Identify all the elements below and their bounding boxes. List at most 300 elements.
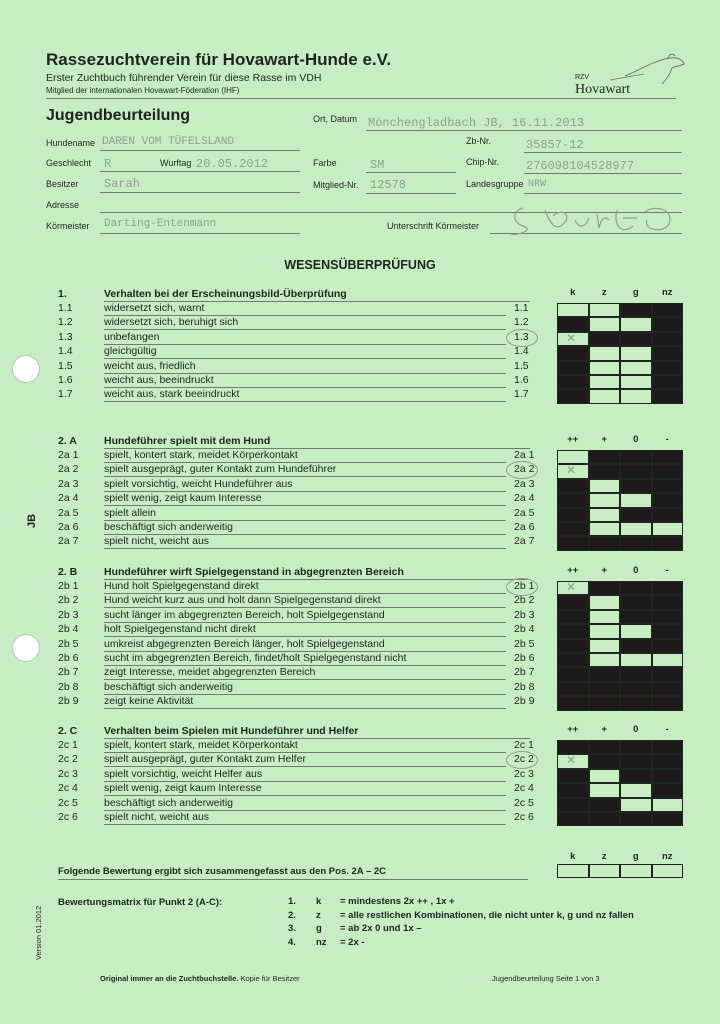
sec1-grid-cell: [620, 375, 652, 389]
adresse-label: Adresse: [46, 200, 80, 210]
matrix-item-key: nz: [316, 936, 327, 948]
sec2b-row-underline: [104, 708, 506, 709]
sec2c-col-0: ++: [567, 724, 579, 735]
side-jb-label: JB: [26, 513, 38, 528]
sec2c-row-num: 2c 5: [58, 796, 78, 809]
sec2b-grid-cell: [557, 639, 589, 653]
sec1-grid-cell: [589, 375, 621, 389]
matrix-title: Bewertungsmatrix für Punkt 2 (A-C):: [58, 897, 223, 908]
sec2b-grid-cell: [557, 610, 589, 624]
org-subtitle: Erster Zuchtbuch führender Verein für diese Rasse im VDH: [46, 72, 322, 84]
koermeister-value: Darting-Entenmann: [104, 218, 217, 230]
sec2b-row-num: 2b 2: [58, 594, 79, 607]
sec2c-col-2: 0: [633, 724, 639, 735]
sec2a-row-code: 2a 1: [514, 449, 535, 461]
sec1-row-num: 1.6: [58, 374, 73, 386]
sec2b-grid-cell: [620, 595, 652, 609]
sec2c-grid-cell: [652, 812, 684, 826]
sec2b-row-code: 2b 1: [514, 580, 535, 592]
sec2b-row-num: 2b 1: [58, 580, 79, 592]
matrix-item-num: 2.: [288, 909, 296, 921]
sec2a-row-text: spielt wenig, zeigt kaum Interesse: [104, 492, 262, 505]
section-title: WESENSÜBERPRÜFUNG: [284, 258, 436, 272]
sec2b-grid-cell: [557, 667, 589, 681]
sec2b-selected-code-circle-icon: [506, 578, 538, 596]
sec1-grid-cell: [620, 361, 652, 375]
sec2a-title: Hundeführer spielt mit dem Hund: [104, 435, 271, 447]
sec2a-row-num: 2a 7: [58, 535, 79, 548]
sec1-grid-cell: [589, 303, 621, 317]
sec2c-grid-cell: [557, 798, 589, 812]
sec2a-row-text: spielt vorsichtig, weicht Hundeführer aus: [104, 477, 293, 490]
sec1-row-code: 1.7: [514, 388, 529, 401]
sec2c-grid-cell: [652, 769, 684, 783]
org-membership: Mitglied der internationalen Hovawart-Föderation (IHF): [46, 86, 240, 95]
sec2c-grid-cell: [557, 812, 589, 826]
sec2b-row-text: umkreist abgegrenzten Bereich länger, holt Spielgegenstand: [104, 637, 385, 650]
sec2c-grid-cell: [620, 812, 652, 826]
sec2a-grid-cell: [557, 493, 589, 507]
sec2a-row-code: 2a 2: [514, 463, 535, 476]
sec2c-grid-cell: [652, 798, 684, 812]
sec2b-row-code: 2b 3: [514, 608, 535, 621]
sec2b-row-code: 2b 7: [514, 666, 535, 679]
doc-title: Jugendbeurteilung: [46, 107, 190, 124]
zbnr-label: Zb-Nr.: [466, 136, 492, 146]
sec2b-col-1: +: [601, 565, 608, 576]
sec1-grid-cell: [652, 375, 684, 389]
sec2b-grid-cell: [589, 682, 621, 696]
sec2a-row-code: 2a 6: [514, 521, 535, 533]
sec2a-grid-cell: [620, 522, 652, 536]
sec2b-row-text: zeigt keine Aktivität: [104, 695, 194, 708]
sec2a-col-3: -: [665, 434, 669, 445]
sec1-grid-cell: [557, 317, 589, 331]
sec2a-grid-cell: [589, 522, 621, 536]
sec2a-row-text: spielt allein: [104, 506, 156, 519]
sec1-row-num: 1.5: [58, 359, 73, 372]
sec2c-row-code: 2c 6: [514, 811, 534, 823]
sec1-selected-mark-icon: ✕: [566, 330, 577, 345]
sec2c-row-text: spielt, kontert stark, meidet Körperkontakt: [104, 739, 298, 751]
chip-label: Chip-Nr.: [466, 157, 500, 167]
footer-left-bold: Original immer an die Zuchtbuchstelle.: [100, 974, 239, 983]
sec1-row-num: 1.4: [58, 345, 73, 358]
sec2b-grid-cell: [652, 610, 684, 624]
sec1-row-code: 1.5: [514, 359, 529, 372]
sec2a-grid-cell: [620, 508, 652, 522]
matrix-item-key: z: [316, 909, 321, 921]
sec1-grid-cell: [589, 317, 621, 331]
sec2b-row-num: 2b 5: [58, 637, 79, 650]
sec2b-grid-cell: [620, 653, 652, 667]
sec2b-grid-cell: [652, 682, 684, 696]
matrix-item-text: = 2x -: [340, 936, 365, 948]
sec2a-row-text: spielt nicht, weicht aus: [104, 535, 210, 548]
sec2a-grid-cell: [652, 522, 684, 536]
zbnr-value: 35857-12: [526, 138, 584, 152]
sec2c-row-num: 2c 4: [58, 782, 78, 795]
sec1-col-2: g: [632, 287, 639, 298]
sec2c-row-code: 2c 2: [514, 753, 534, 766]
sec1-row-text: weicht aus, beeindruckt: [104, 374, 214, 386]
summary-cell: [589, 864, 621, 878]
sec2b-row-code: 2b 9: [514, 695, 535, 708]
sec2c-row-text: beschäftigt sich anderweitig: [104, 796, 233, 809]
logo-text: Hovawart: [575, 82, 631, 97]
sec2a-selected-mark-icon: ✕: [566, 463, 577, 478]
sec2c-grid-cell: [557, 769, 589, 783]
sec1-row-text: gleichgültig: [104, 345, 157, 358]
org-title: Rassezuchtverein für Hovawart-Hunde e.V.: [46, 50, 392, 69]
sec2a-row-num: 2a 1: [58, 449, 79, 461]
sec1-grid-cell: [589, 346, 621, 360]
sec2a-grid-cell: [557, 508, 589, 522]
sec2c-grid-cell: [589, 740, 621, 754]
sec1-grid-cell: [652, 346, 684, 360]
sec2b-grid-cell: [557, 595, 589, 609]
sec2a-grid-cell: [620, 450, 652, 464]
sec2b-row-text: holt Spielgegenstand nicht direkt: [104, 623, 256, 636]
geschlecht-label: Geschlecht: [46, 158, 92, 168]
sec2c-row-num: 2c 1: [58, 739, 78, 751]
sec2a-row-underline: [104, 505, 506, 506]
sec2a-num: 2. A: [58, 435, 77, 447]
sec2c-grid-cell: [589, 769, 621, 783]
sec1-row-code: 1.1: [514, 302, 529, 314]
sec1-row-num: 1.2: [58, 316, 73, 329]
sec1-row-text: widersetzt sich, warnt: [104, 302, 205, 314]
sec2a-row-code: 2a 5: [514, 506, 535, 519]
sec1-grid-cell: [652, 303, 684, 317]
sec1-row-underline: [104, 344, 506, 345]
sec2b-grid-cell: [620, 639, 652, 653]
sec1-col-1: z: [601, 287, 607, 298]
sec2b-grid-cell: [652, 581, 684, 595]
sec2a-selected-code-circle-icon: [506, 461, 538, 479]
sec2a-grid-cell: [620, 493, 652, 507]
sec2a-row-code: 2a 3: [514, 477, 535, 490]
sec1-row-code: 1.6: [514, 374, 529, 386]
sec2a-row-text: spielt, kontert stark, meidet Körperkontakt: [104, 449, 298, 461]
sec2b-grid-cell: [620, 682, 652, 696]
besitzer-label: Besitzer: [46, 179, 79, 189]
sec2c-grid-cell: [620, 754, 652, 768]
sec2c-grid-cell: [652, 740, 684, 754]
sec2b-grid-cell: [652, 653, 684, 667]
sec2b-num: 2. B: [58, 566, 78, 578]
sec1-row-num: 1.1: [58, 302, 73, 314]
sec2c-col-3: -: [665, 724, 669, 735]
sec2c-row-text: spielt wenig, zeigt kaum Interesse: [104, 782, 262, 795]
matrix-item-key: g: [316, 923, 322, 934]
sec1-row-text: unbefangen: [104, 330, 160, 343]
sec1-grid-cell: [557, 375, 589, 389]
sec2c-row-code: 2c 4: [514, 782, 534, 795]
sec1-grid-cell: [620, 346, 652, 360]
matrix-item-key: k: [316, 896, 322, 907]
sec2a-col-1: +: [601, 434, 608, 445]
sec1-num: 1.: [58, 288, 67, 300]
sec2b-row-num: 2b 9: [58, 695, 79, 708]
sec2b-grid-cell: [589, 667, 621, 681]
sec2a-row-code: 2a 4: [514, 492, 535, 505]
sec2a-row-text: spielt ausgeprägt, guter Kontakt zum Hundeführer: [104, 463, 337, 476]
sec2a-row-text: beschäftigt sich anderweitig: [104, 521, 233, 533]
sec2a-grid-cell: [589, 479, 621, 493]
sec2b-grid-cell: [620, 581, 652, 595]
sec1-col-3: nz: [661, 287, 673, 298]
sec1-col-0: k: [570, 287, 576, 298]
sec2c-row-num: 2c 2: [58, 753, 78, 766]
sec2c-selected-code-circle-icon: [506, 751, 538, 769]
sec2a-grid-cell: [620, 479, 652, 493]
sec1-row-num: 1.7: [58, 388, 73, 401]
sec2a-row-num: 2a 4: [58, 492, 79, 505]
hundename-label: Hundename: [46, 138, 96, 148]
sec2c-row-code: 2c 3: [514, 767, 534, 780]
sec2a-grid-cell: [652, 479, 684, 493]
sec2a-grid-cell: [652, 536, 684, 550]
sec1-row-text: weicht aus, stark beeindruckt: [104, 388, 240, 401]
sec2b-row-num: 2b 4: [58, 623, 79, 636]
logo-rzv: RZV: [575, 74, 589, 81]
sec2b-row-text: zeigt Interesse, meidet abgegrenzten Bereich: [104, 666, 316, 679]
sec2b-grid-cell: [557, 696, 589, 710]
punch-hole-top: [12, 355, 40, 383]
sec1-grid-cell: [589, 389, 621, 403]
ort-value: Mönchengladbach JB, 16.11.2013: [368, 116, 585, 130]
sec2b-selected-mark-icon: ✕: [566, 580, 577, 594]
chip-value: 276098104528977: [526, 159, 635, 173]
sec1-row-underline: [104, 329, 506, 330]
sec1-grid-cell: [652, 317, 684, 331]
sec2b-col-3: -: [665, 565, 669, 576]
wurftag-value: 20.05.2012: [196, 157, 269, 171]
sec1-row-text: widersetzt sich, beruhigt sich: [104, 316, 239, 329]
mitglied-value: 12578: [370, 178, 407, 192]
sec2c-row-text: spielt nicht, weicht aus: [104, 811, 210, 823]
sec1-row-code: 1.4: [514, 345, 529, 358]
sec2b-row-code: 2b 5: [514, 637, 535, 650]
summary-cell: [620, 864, 652, 878]
sec2a-grid-cell: [589, 464, 621, 478]
signature-icon: [505, 196, 685, 242]
footer-left-rest: Kopie für Besitzer: [238, 974, 300, 983]
sec2c-grid-cell: [589, 783, 621, 797]
unterschrift-label: Unterschrift Körmeister: [387, 221, 480, 231]
sec2a-grid-cell: [589, 536, 621, 550]
sec2c-grid-cell: [557, 740, 589, 754]
sec2b-grid-cell: [652, 595, 684, 609]
sec1-grid-cell: [589, 361, 621, 375]
sec1-grid-cell: [620, 389, 652, 403]
matrix-item-text: = alle restlichen Kombinationen, die nicht unter k, g und nz fallen: [340, 909, 634, 921]
sec2b-grid-cell: [620, 667, 652, 681]
sec2b-row-code: 2b 2: [514, 594, 535, 607]
sec1-grid-cell: [652, 332, 684, 346]
sec2b-grid-cell: [620, 696, 652, 710]
sec2b-row-code: 2b 6: [514, 652, 535, 664]
sec1-title: Verhalten bei der Erscheinungsbild-Überprüfung: [104, 288, 347, 300]
sec2b-row-num: 2b 8: [58, 680, 79, 693]
sec1-grid-cell: [652, 389, 684, 403]
sec2b-grid-cell: [652, 639, 684, 653]
sec2c-title: Verhalten beim Spielen mit Hundeführer und Helfer: [104, 725, 359, 737]
koermeister-label: Körmeister: [46, 221, 90, 231]
besitzer-value: Sarah: [104, 177, 141, 191]
sec2a-grid-cell: [652, 464, 684, 478]
matrix-item-text: = ab 2x 0 und 1x –: [340, 923, 422, 934]
summary-col-3: nz: [661, 851, 673, 862]
side-version-label: Version 01.2012: [34, 905, 43, 960]
sec2b-grid-cell: [620, 610, 652, 624]
sec1-grid-cell: [620, 332, 652, 346]
hundename-value: DAREN VOM TÜFELSLAND: [102, 136, 235, 148]
sec2a-col-0: ++: [567, 434, 579, 445]
sec2b-row-code: 2b 4: [514, 623, 535, 636]
sec2b-grid-cell: [589, 696, 621, 710]
sec2b-grid-cell: [589, 610, 621, 624]
sec2a-grid-cell: [652, 493, 684, 507]
sec2b-grid-cell: [589, 639, 621, 653]
sec2a-grid-cell: [589, 493, 621, 507]
sec1-row-code: 1.2: [514, 316, 529, 329]
sec2c-row-text: spielt ausgeprägt, guter Kontakt zum Helfer: [104, 753, 306, 766]
punch-hole-bottom: [12, 634, 40, 662]
sec1-grid-cell: [589, 332, 621, 346]
matrix-item-num: 1.: [288, 896, 296, 907]
sec2b-grid-cell: [589, 595, 621, 609]
sec2b-grid-cell: [557, 682, 589, 696]
sec1-grid-cell: [652, 361, 684, 375]
summary-cell: [557, 864, 589, 878]
sec2b-row-num: 2b 6: [58, 652, 79, 664]
sec2a-grid-cell: [652, 450, 684, 464]
sec2b-row-num: 2b 3: [58, 608, 79, 621]
sec1-grid-cell: [620, 303, 652, 317]
sec1-grid-cell: [557, 389, 589, 403]
sec2c-row-text: spielt vorsichtig, weicht Helfer aus: [104, 767, 263, 780]
sec2c-col-1: +: [601, 724, 608, 735]
sec2c-grid-cell: [620, 740, 652, 754]
sec1-row-num: 1.3: [58, 330, 73, 343]
sec2c-grid-cell: [589, 754, 621, 768]
sec2c-num: 2. C: [58, 725, 78, 737]
sec2a-grid-cell: [557, 522, 589, 536]
summary-col-0: k: [570, 851, 576, 862]
sec2c-row-underline: [104, 824, 506, 825]
sec2c-selected-mark-icon: ✕: [566, 753, 577, 768]
mitglied-label: Mitglied-Nr.: [313, 180, 359, 190]
sec2b-grid-cell: [589, 581, 621, 595]
sec1-grid-cell: [557, 361, 589, 375]
sec2b-row-text: Hund weicht kurz aus und holt dann Spielgegenstand direkt: [104, 594, 381, 607]
sec2b-grid-cell: [589, 624, 621, 638]
sec2b-col-2: 0: [633, 565, 639, 576]
matrix-item-text: = mindestens 2x ++ , 1x +: [340, 896, 455, 907]
sec2c-grid-cell: [620, 769, 652, 783]
sec2c-grid-cell: [557, 783, 589, 797]
sec2b-row-text: Hund holt Spielgegenstand direkt: [104, 580, 259, 592]
sec2c-row-num: 2c 3: [58, 767, 78, 780]
sec1-grid-cell: [557, 346, 589, 360]
sec2b-row-num: 2b 7: [58, 666, 79, 679]
sec2b-grid-cell: [652, 667, 684, 681]
sec2b-row-code: 2b 8: [514, 680, 535, 693]
ort-label: Ort, Datum: [313, 114, 358, 124]
matrix-item-num: 3.: [288, 923, 296, 934]
sec2b-grid-cell: [652, 624, 684, 638]
sec2c-grid-cell: [589, 798, 621, 812]
sec2c-grid-cell: [620, 798, 652, 812]
sec2a-grid-cell: [557, 479, 589, 493]
landesgruppe-label: Landesgruppe: [466, 179, 524, 189]
farbe-label: Farbe: [313, 158, 337, 168]
sec2b-row-text: sucht im abgegrenzten Bereich, findet/holt Spielgegenstand nicht: [104, 652, 407, 664]
sec2b-grid-cell: [652, 696, 684, 710]
sec2a-col-2: 0: [633, 434, 639, 445]
sec1-row-text: weicht aus, friedlich: [104, 359, 196, 372]
summary-text: Folgende Bewertung ergibt sich zusammengefasst aus den Pos. 2A – 2C: [58, 866, 387, 877]
sec2a-row-underline: [104, 548, 506, 549]
sec2b-row-text: beschäftigt sich anderweitig: [104, 680, 233, 693]
sec2b-grid-cell: [589, 653, 621, 667]
wurftag-label: Wurftag: [160, 158, 192, 168]
sec2a-grid-cell: [589, 508, 621, 522]
summary-cell: [652, 864, 684, 878]
sec2b-grid-cell: [620, 624, 652, 638]
footer-left: [100, 974, 300, 983]
sec2a-row-num: 2a 3: [58, 477, 79, 490]
sec2c-grid-cell: [589, 812, 621, 826]
sec2b-grid-cell: [557, 624, 589, 638]
summary-col-2: g: [632, 851, 639, 862]
footer-right: Jugendbeurteilung Seite 1 von 3: [492, 974, 600, 983]
sec1-row-underline: [104, 401, 506, 402]
sec2b-grid-cell: [557, 653, 589, 667]
sec2a-row-code: 2a 7: [514, 535, 535, 548]
matrix-item-num: 4.: [288, 936, 296, 948]
sec1-selected-code-circle-icon: [506, 329, 538, 347]
sec2b-row-text: sucht länger im abgegrenzten Bereich, holt Spielgegenstand: [104, 608, 385, 621]
sec1-grid-cell: [557, 303, 589, 317]
sec2c-row-num: 2c 6: [58, 811, 78, 823]
sec2a-grid-cell: [620, 536, 652, 550]
sec2a-row-num: 2a 5: [58, 506, 79, 519]
sec2c-row-code: 2c 1: [514, 739, 534, 751]
sec2a-grid-cell: [652, 508, 684, 522]
sec2c-grid-cell: [652, 754, 684, 768]
sec2b-col-0: ++: [567, 565, 579, 576]
sec1-grid-cell: [620, 317, 652, 331]
sec2a-row-num: 2a 6: [58, 521, 79, 533]
sec2c-grid-cell: [652, 783, 684, 797]
summary-col-1: z: [601, 851, 607, 862]
farbe-value: SM: [370, 158, 385, 172]
sec1-row-code: 1.3: [514, 330, 529, 343]
sec2c-grid-cell: [620, 783, 652, 797]
sec2a-grid-cell: [620, 464, 652, 478]
sec2a-grid-cell: [589, 450, 621, 464]
geschlecht-value: R: [104, 157, 112, 171]
sec2b-title: Hundeführer wirft Spielgegenstand in abgegrenzten Bereich: [104, 566, 404, 578]
sec2c-row-code: 2c 5: [514, 796, 534, 809]
sec2a-grid-cell: [557, 450, 589, 464]
landesgruppe-value: NRW: [528, 179, 547, 190]
sec2a-row-num: 2a 2: [58, 463, 79, 476]
sec2a-grid-cell: [557, 536, 589, 550]
